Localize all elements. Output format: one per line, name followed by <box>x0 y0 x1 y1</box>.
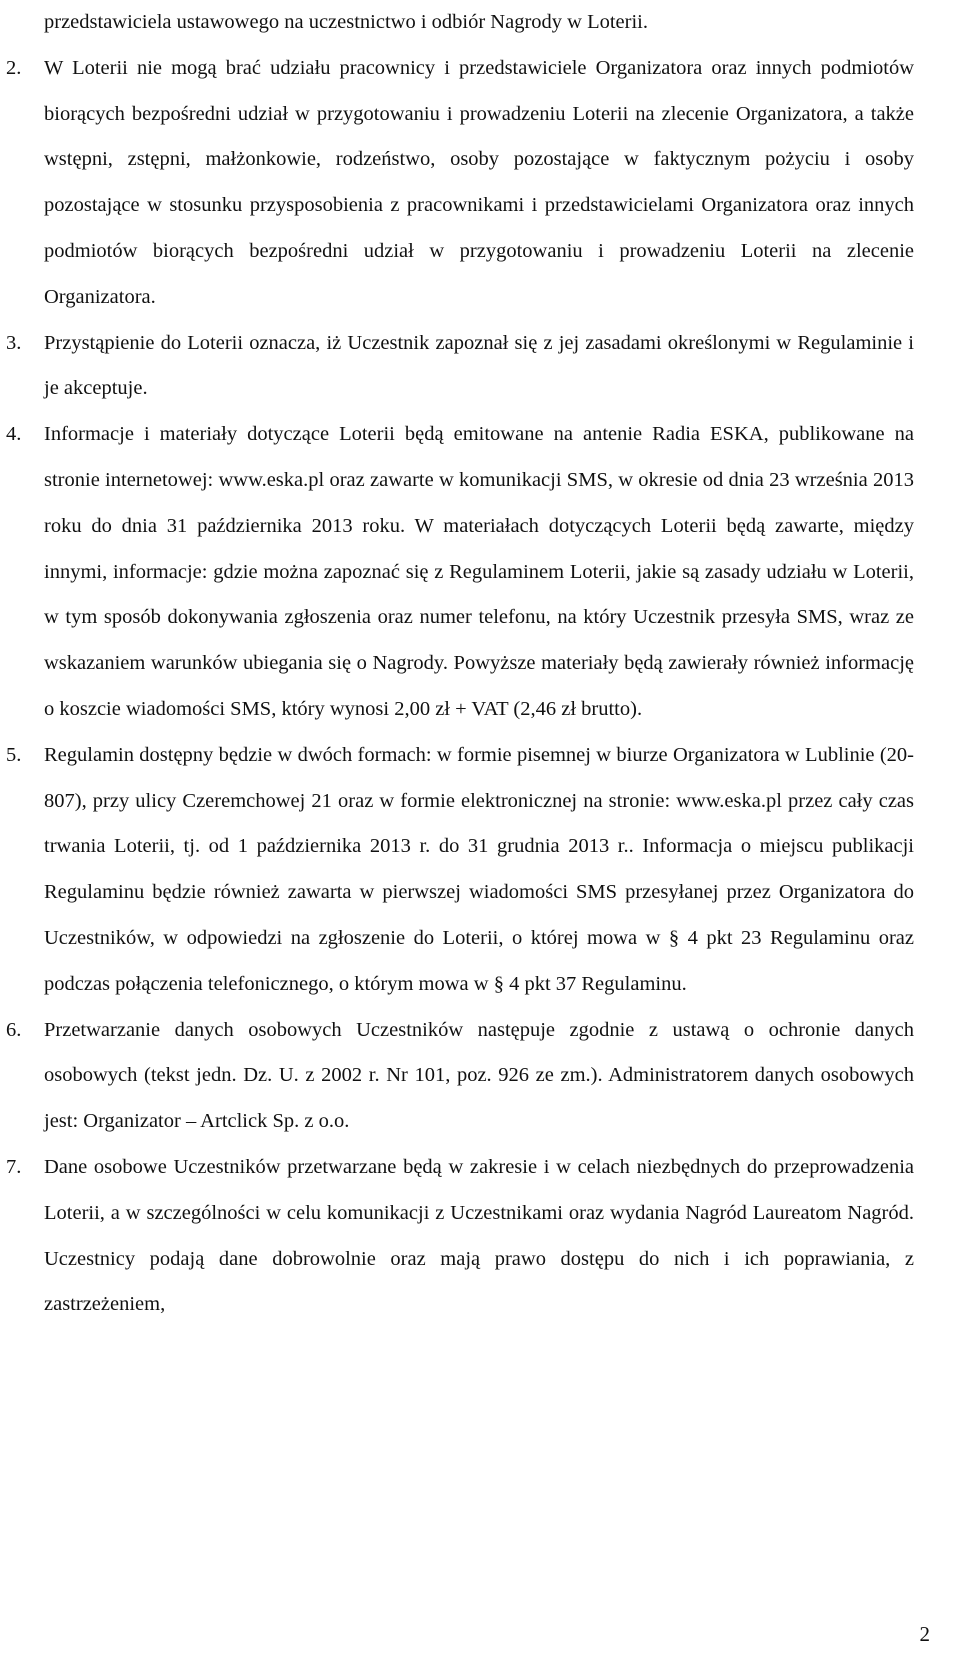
item-number: 4. <box>6 423 22 446</box>
item-number: 5. <box>6 743 22 766</box>
item-number: 2. <box>6 56 22 79</box>
list-item-3 <box>6 321 914 413</box>
list-item-5 <box>6 733 914 1008</box>
item-text: Regulamin dostępny będzie w dwóch formach: w formie pisemnej w biurze Organizatora w Lublinie (20-807), przy ulicy Czeremchowej 21 oraz w formie elektronicznej na stronie: www.eska.pl przez cały czas trwania Loterii, tj. od 1 października 2013 r. do 31 grudnia 2013 r.. Informacja o miejscu publikacji Regulaminu będzie również zawarta w pierwszej wiadomości SMS przesyłanej przez Organizatora do Uczestników, w odpowiedzi na zgłoszenie do Loterii, o której mowa w § 4 pkt 23 Regulaminu oraz podczas połączenia telefonicznego, o którym mowa w § 4 pkt 37 Regulaminu. <box>44 743 914 995</box>
list-item-6 <box>6 1008 914 1145</box>
list-item-2 <box>6 46 914 321</box>
item-number: 3. <box>6 331 22 354</box>
item-text: Informacje i materiały dotyczące Loterii będą emitowane na antenie Radia ESKA, publikowane na stronie internetowej: www.eska.pl oraz zawarte w komunikacji SMS, w okresie od dnia 23 września 2013 roku do dnia 31 października 2013 roku. W materiałach dotyczących Loterii będą zawarte, między innymi, informacje: gdzie można zapoznać się z Regulaminem Loterii, jakie są zasady udziału w Loterii, w tym sposób dokonywania zgłoszenia oraz numer telefonu, na który Uczestnik przesyła SMS, wraz ze wskazaniem warunków ubiegania się o Nagrody. Powyższe materiały będą zawierały również informację o koszcie wiadomości SMS, który wynosi 2,00 zł + VAT (2,46 zł brutto). <box>44 423 914 720</box>
item-text: Przystąpienie do Loterii oznacza, iż Uczestnik zapoznał się z jej zasadami określonymi w Regulaminie i je akceptuje. <box>44 331 914 400</box>
item-text: Przetwarzanie danych osobowych Uczestników następuje zgodnie z ustawą o ochronie danych osobowych (tekst jedn. Dz. U. z 2002 r. Nr 101, poz. 926 ze zm.). Administratorem danych osobowych jest: Organizator – Artclick Sp. z o.o. <box>44 1018 914 1133</box>
item-text: W Loterii nie mogą brać udziału pracownicy i przedstawiciele Organizatora oraz innych podmiotów biorących bezpośredni udział w przygotowaniu i prowadzeniu Loterii na zlecenie Organizatora, a także wstępni, zstępni, małżonkowie, rodzeństwo, osoby pozostające w faktycznym pożyciu i osoby pozostające w stosunku przysposobienia z pracownikami i przedstawicielami Organizatora oraz innych podmiotów biorących bezpośredni udział w przygotowaniu i prowadzeniu Loterii na zlecenie Organizatora. <box>44 56 914 308</box>
item-text: Dane osobowe Uczestników przetwarzane będą w zakresie i w celach niezbędnych do przeprowadzenia Loterii, a w szczególności w celu komunikacji z Uczestnikami oraz wydania Nagród Laureatom Nagród. Uczestnicy podają dane dobrowolnie oraz mają prawo dostępu do nich i ich poprawiania, z zastrzeżeniem, <box>44 1155 914 1316</box>
intro-paragraph: przedstawiciela ustawowego na uczestnictwo i odbiór Nagrody w Loterii. <box>44 11 648 33</box>
document-page <box>6 0 914 1328</box>
list-item-7 <box>6 1145 914 1328</box>
item-number: 7. <box>6 1155 22 1178</box>
item-number: 6. <box>6 1018 22 1041</box>
list-item-4 <box>6 412 914 733</box>
page-number: 2 <box>919 1622 930 1646</box>
